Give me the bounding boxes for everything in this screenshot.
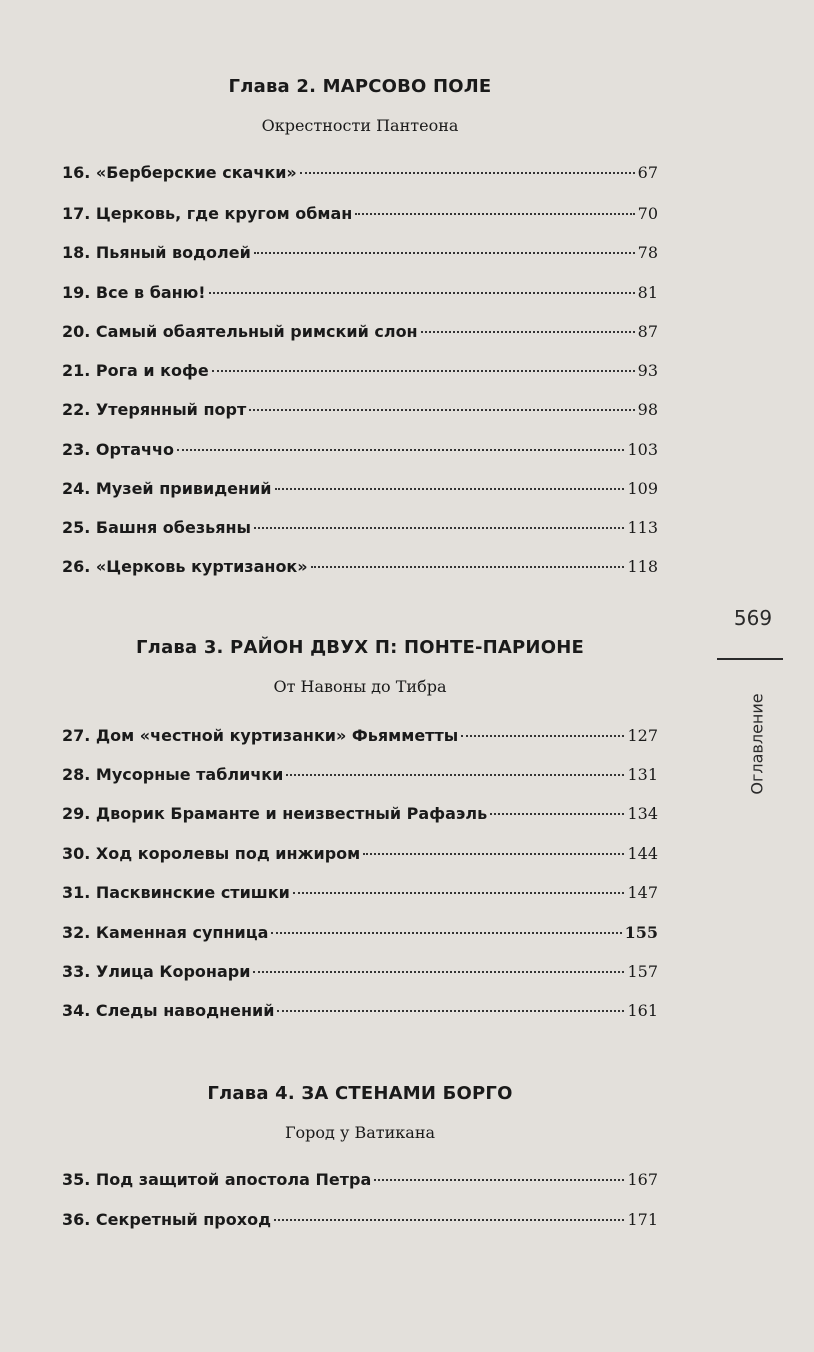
chapter-3-title: Глава 3. РАЙОН ДВУХ П: ПОНТЕ-ПАРИОНЕ [136, 637, 584, 658]
toc-entry[interactable] [62, 765, 658, 789]
toc-entry-label: 32. Каменная супница [62, 923, 269, 942]
dot-leader [363, 853, 624, 855]
toc-entry-label: 36. Секретный проход [62, 1210, 271, 1229]
toc-entry-page: 144 [627, 844, 658, 863]
chapter-3-subtitle: От Навоны до Тибра [273, 677, 447, 696]
toc-entry-page: 93 [637, 361, 658, 380]
folio-divider [717, 658, 783, 660]
toc-entry-label: 27. Дом «честной куртизанки» Фьямметты [62, 726, 459, 745]
toc-entry-page: 118 [627, 557, 658, 576]
toc-entry-page: 98 [637, 400, 658, 419]
dot-leader [249, 409, 634, 411]
dot-leader [286, 774, 624, 776]
toc-entry-page: 87 [637, 322, 658, 341]
toc-entry-page: 167 [627, 1170, 658, 1189]
toc-entry[interactable] [62, 518, 658, 542]
toc-entry[interactable] [62, 163, 658, 187]
dot-leader [355, 213, 634, 215]
toc-entry-page: 109 [627, 479, 658, 498]
toc-entry-page: 67 [637, 163, 658, 182]
toc-entry-label: 16. «Берберские скачки» [62, 163, 297, 182]
toc-entry[interactable] [62, 204, 658, 228]
dot-leader [275, 488, 625, 490]
toc-entry-page: 155 [624, 923, 658, 942]
dot-leader [461, 735, 624, 737]
toc-entry-label: 24. Музей привидений [62, 479, 272, 498]
toc-entry-page: 134 [627, 804, 658, 823]
toc-entry[interactable] [62, 726, 658, 750]
dot-leader [277, 1010, 624, 1012]
chapter-4-title: Глава 4. ЗА СТЕНАМИ БОРГО [207, 1083, 513, 1104]
toc-entry[interactable] [62, 1001, 658, 1025]
toc-entry[interactable] [62, 322, 658, 346]
chapter-2-subtitle: Окрестности Пантеона [261, 116, 459, 135]
toc-entry-label: 28. Мусорные таблички [62, 765, 284, 784]
toc-entry[interactable] [62, 243, 658, 267]
toc-entry[interactable] [62, 1170, 658, 1194]
dot-leader [209, 292, 635, 294]
toc-entry-page: 171 [627, 1210, 658, 1229]
dot-leader [293, 892, 625, 894]
toc-entry-label: 35. Под защитой апостола Петра [62, 1170, 372, 1189]
page-number: 569 [733, 606, 773, 630]
toc-entry-label: 23. Ортаччо [62, 440, 174, 459]
toc-entry-label: 19. Все в баню! [62, 283, 206, 302]
toc-entry-label: 21. Рога и кофе [62, 361, 209, 380]
dot-leader [274, 1219, 624, 1221]
dot-leader [254, 252, 635, 254]
dot-leader [490, 813, 624, 815]
toc-entry-label: 30. Ход королевы под инжиром [62, 844, 361, 863]
toc-entry[interactable] [62, 883, 658, 907]
chapter-2-title: Глава 2. МАРСОВО ПОЛЕ [228, 76, 492, 97]
toc-entry[interactable] [62, 844, 658, 868]
toc-entry-label: 31. Пасквинские стишки [62, 883, 290, 902]
toc-entry-label: 17. Церковь, где кругом обман [62, 204, 353, 223]
dot-leader [374, 1179, 624, 1181]
toc-entry[interactable] [62, 962, 658, 986]
dot-leader [254, 527, 624, 529]
toc-entry-label: 18. Пьяный водолей [62, 243, 251, 262]
chapter-4-subtitle: Город у Ватикана [284, 1123, 436, 1142]
toc-entry-page: 103 [627, 440, 658, 459]
toc-entry-page: 147 [627, 883, 658, 902]
dot-leader [311, 566, 625, 568]
toc-entry-label: 20. Самый обаятельный римский слон [62, 322, 418, 341]
toc-entry[interactable] [62, 557, 658, 581]
toc-entry-page: 70 [637, 204, 658, 223]
toc-entry[interactable] [62, 804, 658, 828]
dot-leader [177, 449, 624, 451]
dot-leader [212, 370, 635, 372]
toc-entry-label: 25. Башня обезьяны [62, 518, 252, 537]
toc-entry-label: 22. Утерянный порт [62, 400, 247, 419]
toc-entry-page: 127 [627, 726, 658, 745]
toc-entry[interactable] [62, 283, 658, 307]
toc-entry-page: 78 [637, 243, 658, 262]
toc-entry[interactable] [62, 923, 658, 947]
toc-entry[interactable] [62, 361, 658, 385]
dot-leader [421, 331, 635, 333]
toc-entry[interactable] [62, 1210, 658, 1234]
toc-entry[interactable] [62, 479, 658, 503]
dot-leader [300, 172, 635, 174]
toc-entry[interactable] [62, 400, 658, 424]
toc-entry-label: 26. «Церковь куртизанок» [62, 557, 308, 576]
dot-leader [253, 971, 624, 973]
toc-entry-page: 157 [627, 962, 658, 981]
toc-entry-page: 161 [627, 1001, 658, 1020]
toc-entry-label: 29. Дворик Браманте и неизвестный Рафаэль [62, 804, 488, 823]
dot-leader [271, 932, 621, 934]
toc-entry-page: 113 [627, 518, 658, 537]
toc-entry[interactable] [62, 440, 658, 464]
toc-entry-page: 81 [637, 283, 658, 302]
toc-entry-page: 131 [627, 765, 658, 784]
toc-entry-label: 33. Улица Коронари [62, 962, 251, 981]
toc-entry-label: 34. Следы наводнений [62, 1001, 275, 1020]
running-head: Оглавление [747, 693, 767, 795]
